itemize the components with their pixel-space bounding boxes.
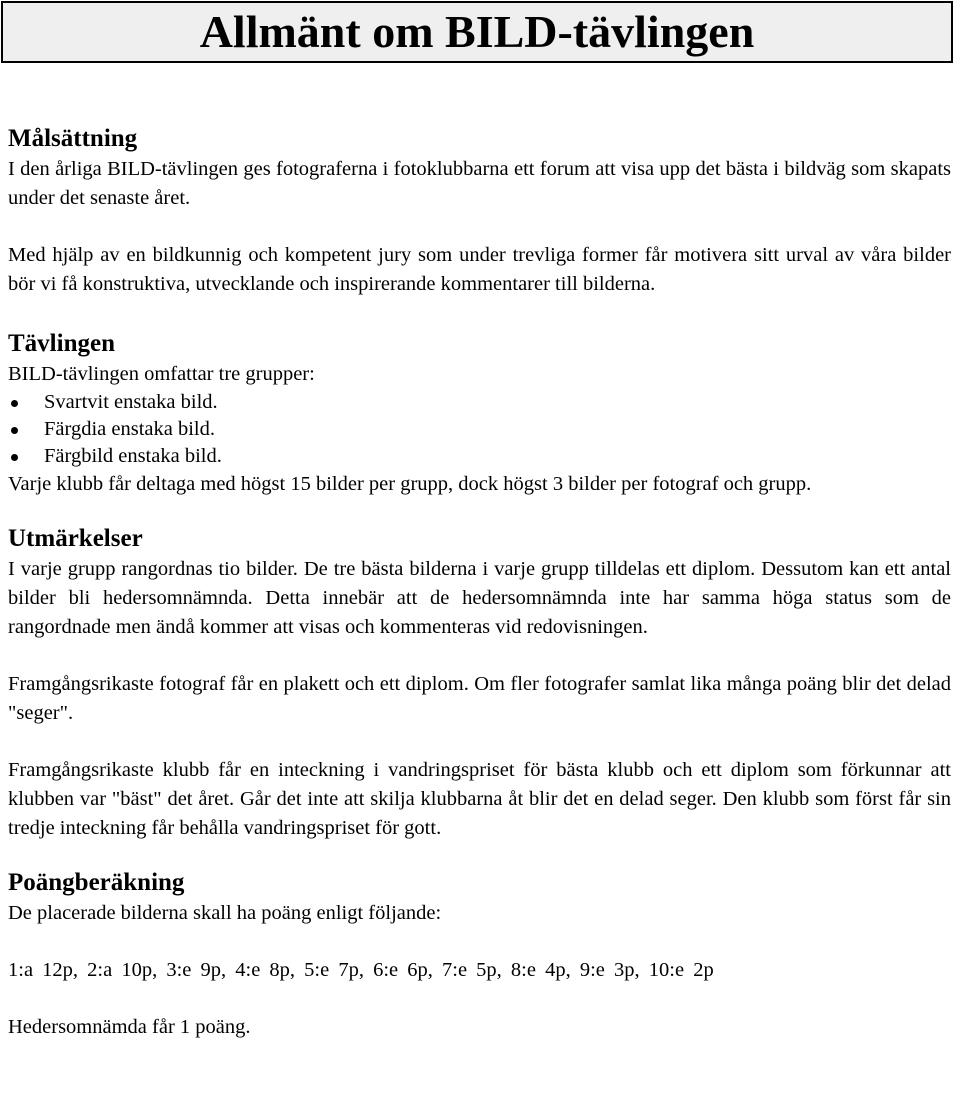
list-item: Färgdia enstaka bild.: [8, 416, 951, 443]
paragraph: Med hjälp av en bildkunnig och kompetent jury som under trevliga former får motivera sitt urval av våra bilder bör vi få konstruktiva, utvecklande och inspirerande kommentarer till bilderna.: [8, 244, 951, 295]
section-heading: Tävlingen: [8, 330, 115, 357]
section-tavlingen: [8, 327, 951, 499]
paragraph: Framgångsrikaste klubb får en inteckning i vandringspriset för bästa klubb och ett diplom som förkunnar att klubben var "bäst" det året. Går det inte att skilja klubbarna åt blir det en delad seger. Den klubb som först får sin tredje inteckning får behålla vandringspriset för gott.: [8, 759, 951, 839]
page-title: Allmänt om BILD-tävlingen: [199, 6, 755, 57]
paragraph: Framgångsrikaste fotograf får en plakett och ett diplom. Om fler fotografer samlat lika många poäng blir det delad "seger".: [8, 673, 951, 724]
section-poangberakning: [8, 866, 951, 1042]
bullet-icon: [11, 427, 18, 434]
paragraph: BILD-tävlingen omfattar tre grupper:: [8, 363, 315, 385]
paragraph: De placerade bilderna skall ha poäng enligt följande:: [8, 902, 442, 924]
section-heading: Målsättning: [8, 125, 138, 152]
points-table: 1:a 12p, 2:a 10p, 3:e 9p, 4:e 8p, 5:e 7p, 6:e 6p, 7:e 5p, 8:e 4p, 9:e 3p, 10:e 2p: [8, 959, 714, 981]
section-malsattning: [8, 122, 951, 299]
title-banner: [1, 1, 953, 63]
group-list: [8, 389, 951, 470]
document-body: [8, 122, 951, 1042]
paragraph: Varje klubb får deltaga med högst 15 bilder per grupp, dock högst 3 bilder per fotograf och grupp.: [8, 473, 812, 495]
section-utmarkelser: [8, 522, 951, 843]
section-heading: Poängberäkning: [8, 869, 185, 896]
bullet-icon: [11, 454, 18, 461]
paragraph: Hedersomnämda får 1 poäng.: [8, 1016, 251, 1038]
paragraph: I den årliga BILD-tävlingen ges fotograferna i fotoklubbarna ett forum att visa upp det bästa i bildväg som skapats under det senaste året.: [8, 158, 951, 209]
list-item: Svartvit enstaka bild.: [8, 389, 951, 416]
bullet-icon: [11, 400, 18, 407]
paragraph: I varje grupp rangordnas tio bilder. De tre bästa bilderna i varje grupp tilldelas ett diplom. Dessutom kan ett antal bilder bli hedersomnämnda. Detta innebär att de hedersomnämnda inte har samma höga status som de rangordnade men ändå kommer att visas och kommenteras vid redovisningen.: [8, 558, 951, 638]
section-heading: Utmärkelser: [8, 525, 143, 552]
list-item: Färgbild enstaka bild.: [8, 443, 951, 470]
